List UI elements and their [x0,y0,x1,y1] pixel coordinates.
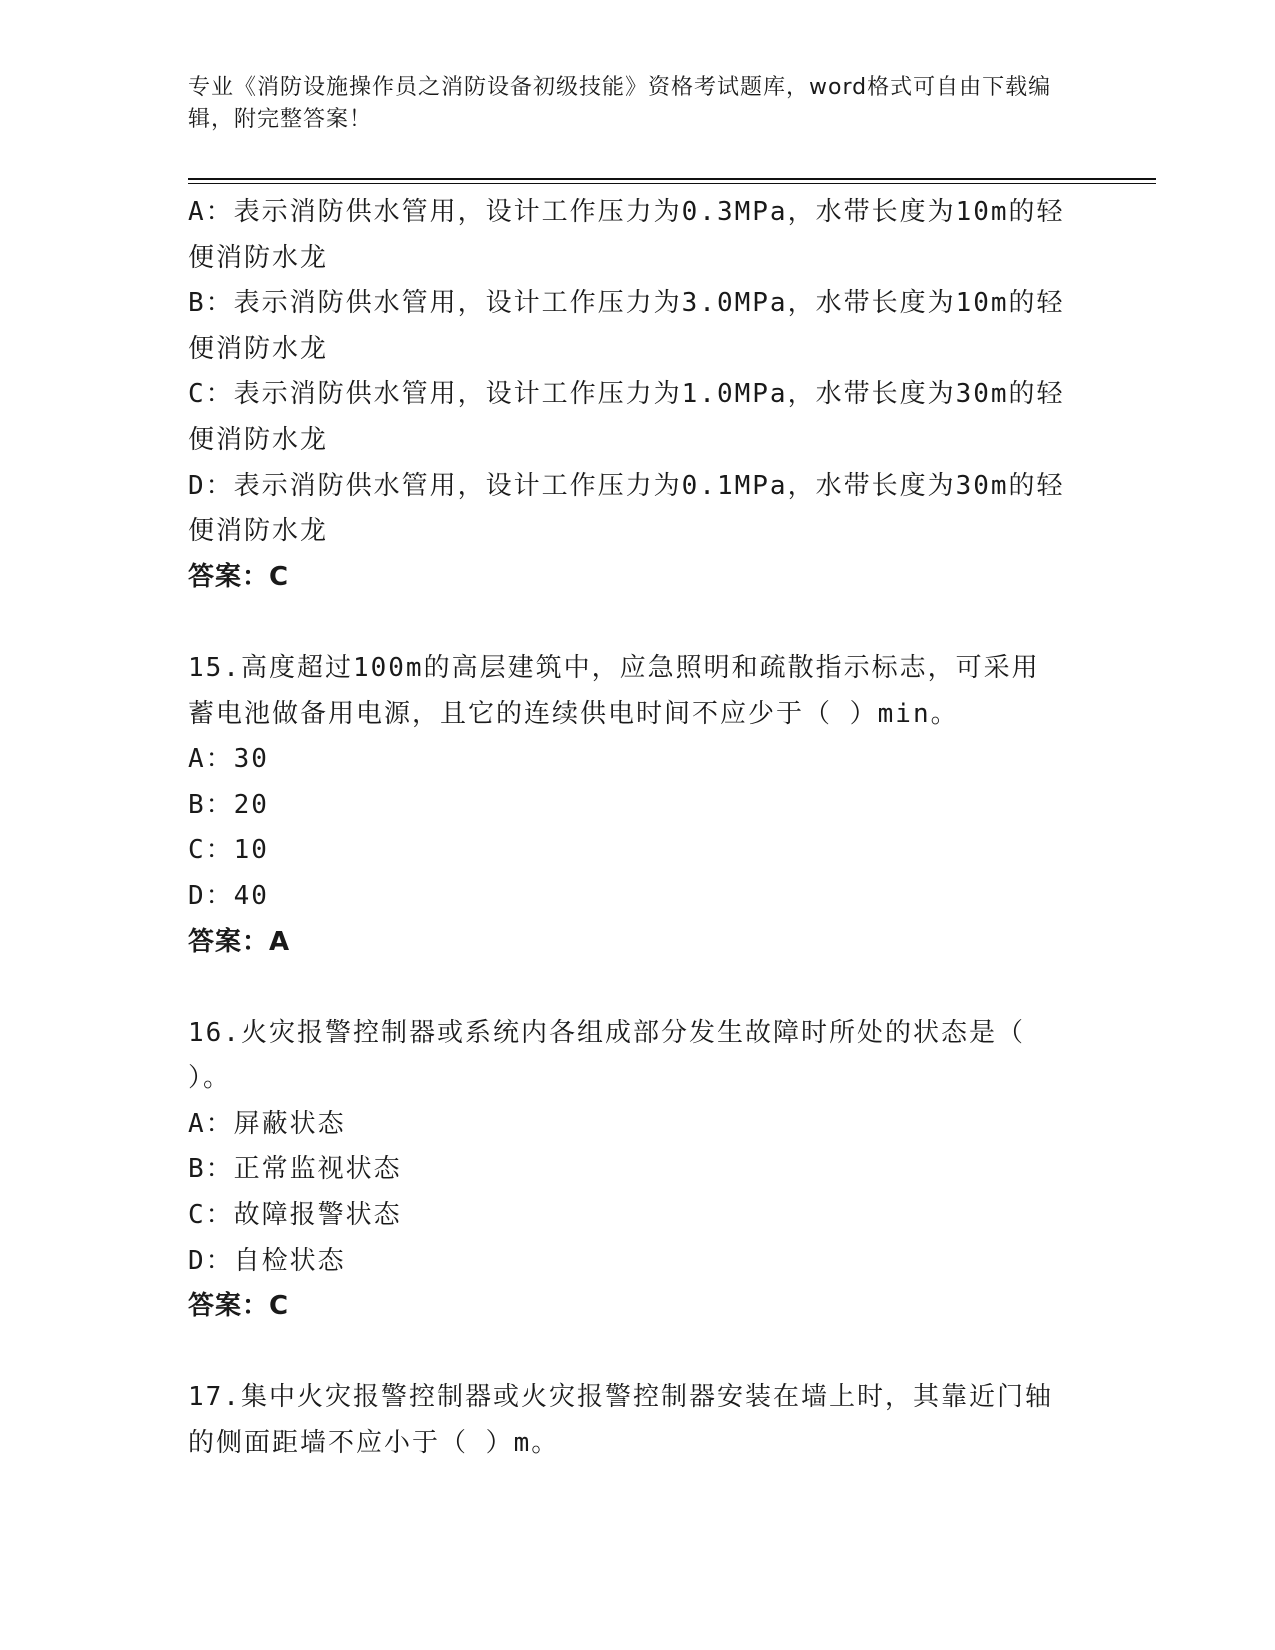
question-14 [188,190,1088,600]
option-a: A：30 [188,744,269,775]
header-divider-thick [188,178,1156,180]
option-d: D：40 [188,880,269,911]
question-15-stem-line1: 15.高度超过100m的高层建筑中，应急照明和疏散指示标志，可采用 [188,652,1040,683]
question-17-stem-line1: 17.集中火灾报警控制器或火灾报警控制器安装在墙上时，其靠近门轴 [188,1382,1053,1413]
option-a: A：屏蔽状态 [188,1108,346,1139]
option-c: C：10 [188,835,269,866]
option-a-line1: A：表示消防供水管用，设计工作压力为0.3MPa，水带长度为10m的轻 [188,197,1065,227]
option-c: C：故障报警状态 [188,1200,402,1231]
question-16-stem-line2: ）。 [188,1063,232,1094]
option-b: B：正常监视状态 [188,1154,402,1185]
option-a-line2: 便消防水龙 [188,242,329,273]
question-15-stem-line2: 蓄电池做备用电源，且它的连续供电时间不应少于（ ）min。 [188,698,959,729]
spacer [188,1330,1088,1376]
spacer [188,600,1088,646]
option-b-line2: 便消防水龙 [188,333,329,364]
question-17-stem-line2: 的侧面距墙不应小于（ ）m。 [188,1428,560,1459]
question-16 [188,1011,1088,1330]
question-16-stem-line1: 16.火灾报警控制器或系统内各组成部分发生故障时所处的状态是（ [188,1017,1025,1048]
option-d: D：自检状态 [188,1245,346,1276]
spacer [188,965,1088,1011]
option-b: B：20 [188,789,269,820]
option-d-line1: D：表示消防供水管用，设计工作压力为0.1MPa，水带长度为30m的轻 [188,470,1065,501]
option-c-line2: 便消防水龙 [188,424,329,455]
question-content [188,190,1088,1467]
option-b-line1: B：表示消防供水管用，设计工作压力为3.0MPa，水带长度为10m的轻 [188,288,1065,319]
document-header: 专业《消防设施操作员之消防设备初级技能》资格考试题库，word格式可自由下载编辑，附完整答案！ [188,75,1052,132]
header-divider-thin [188,183,1156,184]
answer-15: 答案：A [188,926,291,957]
option-d-line2: 便消防水龙 [188,516,329,547]
option-c-line1: C：表示消防供水管用，设计工作压力为1.0MPa，水带长度为30m的轻 [188,379,1065,410]
answer-16: 答案：C [188,1291,290,1322]
question-15 [188,646,1088,965]
question-17 [188,1375,1088,1466]
answer-14: 答案：C [188,561,290,592]
